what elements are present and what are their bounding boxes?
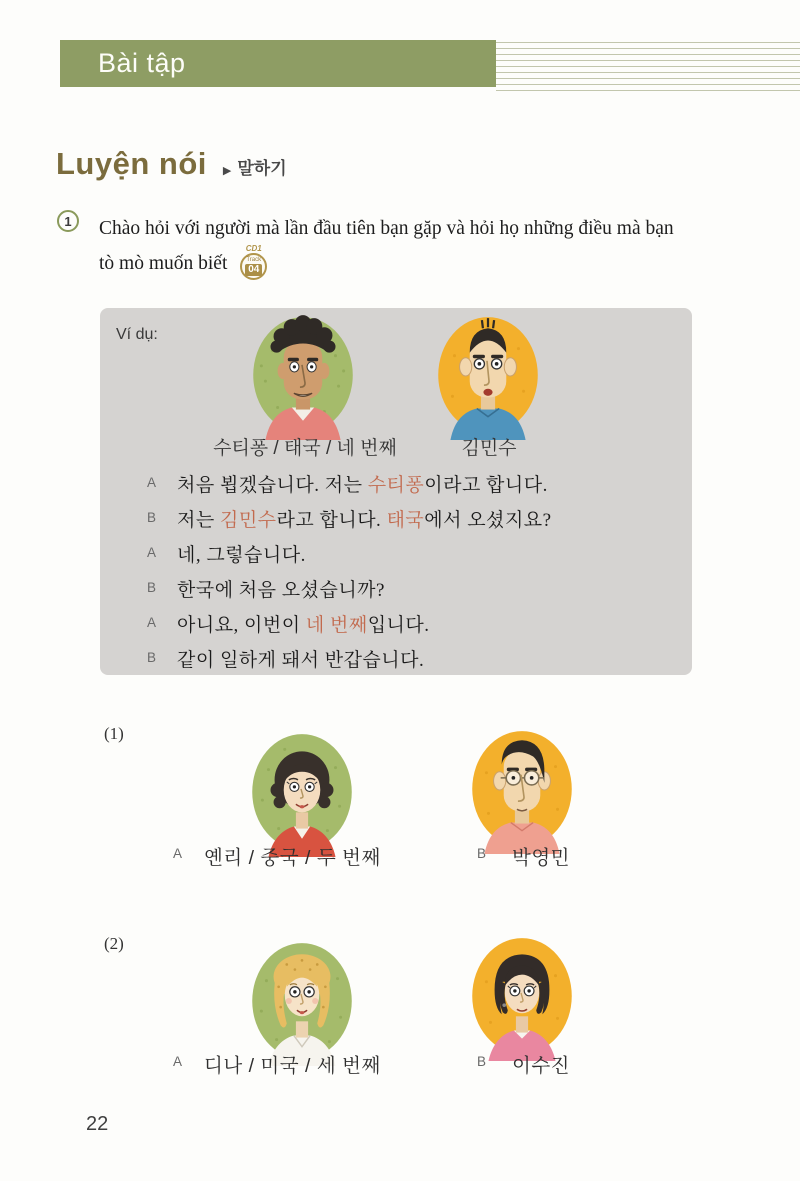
instruction-line1: Chào hỏi với người mà lần đầu tiên bạn gặp và hỏi họ những điều mà bạn — [99, 218, 674, 239]
header-decorative-lines — [496, 42, 800, 91]
triangle-marker-icon: ▶ — [222, 165, 232, 177]
dialogue-text: 같이 일하게 돼서 반갑습니다. — [177, 650, 425, 671]
dialogue-speaker: A — [147, 475, 157, 490]
example-dialogue — [147, 470, 552, 680]
example-right-caption: 김민수 — [461, 438, 517, 459]
dialogue-text: 처음 뵙겠습니다. 저는 수티퐁이라고 합니다. — [177, 475, 548, 496]
cd-circle — [240, 253, 267, 280]
page-number: 22 — [86, 1113, 109, 1135]
avatar-dina-icon — [246, 936, 358, 1066]
audio-track-icon — [240, 245, 267, 280]
item-2-caption-b: 이수진 — [512, 1055, 571, 1077]
dialogue-line — [147, 610, 552, 637]
item-2-caption-a: 디나 / 미국 / 세 번째 — [204, 1055, 381, 1077]
avatar-suthipong-icon — [247, 310, 359, 440]
dialogue-speaker: A — [147, 615, 157, 630]
exercise-number-badge: 1 — [57, 210, 79, 232]
dialogue-speaker: B — [147, 510, 157, 525]
chapter-header-bar — [60, 40, 496, 87]
dialogue-text: 저는 김민수라고 합니다. 태국에서 오셨지요? — [177, 510, 552, 531]
item-2-speaker-a: A — [173, 1054, 183, 1069]
dialogue-speaker: B — [147, 580, 157, 595]
dialogue-text: 한국에 처음 오셨습니까? — [177, 580, 385, 601]
avatar-kim-minsu-icon — [432, 310, 544, 440]
item-1-caption-b: 박영민 — [512, 847, 571, 869]
dialogue-line — [147, 645, 552, 672]
avatar-lee-sujin-icon — [466, 931, 578, 1061]
dialogue-speaker: A — [147, 545, 157, 560]
dialogue-line — [147, 505, 552, 532]
item-2-speaker-b: B — [477, 1054, 487, 1069]
avatar-park-youngmin-icon — [466, 724, 578, 854]
cd-number-label: CD1 — [245, 244, 262, 254]
instruction-line2: tò mò muốn biết — [99, 253, 228, 274]
item-1-speaker-b: B — [477, 846, 487, 861]
item-2-number: (2) — [104, 934, 124, 953]
exercise-instruction — [99, 211, 764, 282]
avatar-yenli-icon — [246, 727, 358, 857]
section-title: Luyện nói — [56, 146, 207, 181]
chapter-header-title: Bài tập — [98, 48, 186, 78]
example-left-caption: 수티퐁 / 태국 / 네 번째 — [213, 438, 397, 459]
example-box — [100, 308, 692, 675]
item-1-speaker-a: A — [173, 846, 183, 861]
example-label: Ví dụ: — [116, 326, 158, 343]
track-number: 04 — [245, 264, 262, 276]
section-subtitle: 말하기 — [237, 159, 287, 178]
dialogue-line — [147, 540, 552, 567]
dialogue-text: 네, 그렇습니다. — [177, 545, 306, 566]
track-label: Track — [246, 257, 262, 264]
dialogue-speaker: B — [147, 650, 157, 665]
dialogue-line — [147, 575, 552, 602]
item-1-number: (1) — [104, 724, 124, 743]
section-title-row — [56, 146, 287, 182]
item-1-caption-a: 옌리 / 중국 / 두 번째 — [204, 847, 381, 869]
dialogue-line — [147, 470, 552, 497]
dialogue-text: 아니요, 이번이 네 번째입니다. — [177, 615, 430, 636]
